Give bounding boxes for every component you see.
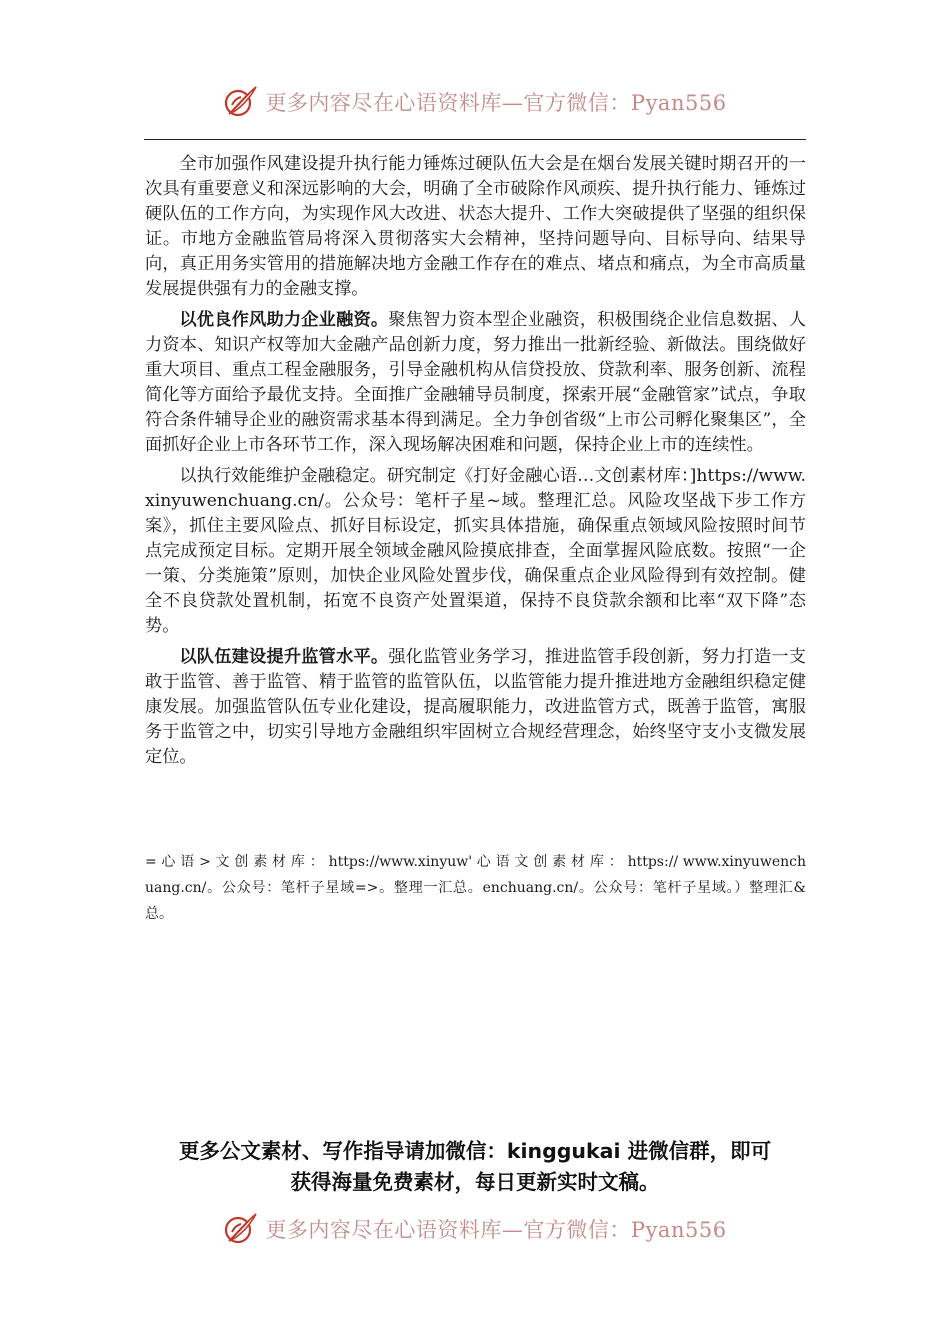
article-body xyxy=(145,152,806,776)
promo-line-2: 获得海量免费素材，每日更新实时文稿。 xyxy=(290,1170,660,1194)
quill-pen-logo-icon xyxy=(223,84,259,120)
promo-line-1: 更多公文素材、写作指导请加微信：kinggukai 进微信群，即可 xyxy=(178,1139,772,1163)
paragraph-text: 全市加强作风建设提升执行能力锤炼过硬队伍大会是在烟台发展关键时期召开的一次具有重要意义和深远影响的大会，明确了全市破除作风顽疾、提升执行能力、锤炼过硬队伍的工作方向，为实现作风大改进、状态大提升、工作大突破提供了坚强的组织保证。市地方金融监管局将深入贯彻落实大会精神，坚持问题导向、目标导向、结果导向，真正用务实管用的措施解决地方金融工作存在的难点、堵点和痛点，为全市高质量发展提供强有力的金融支撑。 xyxy=(145,154,806,299)
paragraph xyxy=(145,645,806,770)
banner-text: 更多内容尽在心语资料库—官方微信：Pyan556 xyxy=(265,1218,727,1242)
paragraph-lead: 以优良作风助力企业融资。 xyxy=(179,310,389,330)
footer-banner xyxy=(0,1207,950,1251)
quill-pen-logo-icon xyxy=(223,1211,259,1247)
paragraph-text: 聚焦智力资本型企业融资，积极围绕企业信息数据、人力资本、知识产权等加大金融产品创新力度，努力推出一批新经验、新做法。围绕做好重大项目、重点工程金融服务，引导金融机构从信贷投放、贷款利率、服务创新、流程简化等方面给予最优支持。全面推广金融辅导员制度，探索开展“金融管家”试点，争取符合条件辅导企业的融资需求基本得到满足。全力争创省级“上市公司孵化聚集区”，全面抓好企业上市各环节工作，深入现场解决困难和问题，保持企业上市的连续性。 xyxy=(145,310,806,455)
header-banner xyxy=(0,80,950,124)
paragraph-text: 强化监管业务学习，推进监管手段创新，努力打造一支敢于监管、善于监管、精于监管的监管队伍，以监管能力提升推进地方金融组织稳定健康发展。加强监管队伍专业化建设，提高履职能力，改进监管方式，既善于监管，寓服务于监管之中，切实引导地方金融组织牢固树立合规经营理念，始终坚守支小支微发展定位。 xyxy=(145,647,806,767)
promo-notice xyxy=(0,1136,950,1198)
paragraph xyxy=(145,152,806,302)
banner-text: 更多内容尽在心语资料库—官方微信：Pyan556 xyxy=(265,91,727,115)
paragraph-text: 以执行效能维护金融稳定。研究制定《打好金融心语…文创素材库：]https://www.xinyuwenchuang.cn/。公众号：笔杆子星~域。整理汇总。风险攻坚战下步工作方案》，抓住主要风险点、抓好目标设定，抓实具体措施，确保重点领域风险按照时间节点完成预定目标。定期开展全领域金融风险摸底排查，全面掌握风险底数。按照“一企一策、分类施策”原则，加快企业风险处置步伐，确保重点企业风险得到有效控制。健全不良贷款处置机制，拓宽不良资产处置渠道，保持不良贷款余额和比率“双下降”态势。 xyxy=(145,466,806,636)
paragraph-lead: 以队伍建设提升监管水平。 xyxy=(179,647,389,667)
source-footnote: = 心 语 > 文 创 素 材 库 ： https://www.xinyuw' 心 语 文 创 素 材 库 ： https:// www.xinyuwenchuang.cn/。公众号：笔杆子星域=>。整理一汇总。enchuang.cn/。公众号：笔杆子星域。）整理汇&总。 xyxy=(145,854,806,922)
paragraph xyxy=(145,308,806,458)
header-divider xyxy=(144,139,806,140)
paragraph xyxy=(145,464,806,639)
